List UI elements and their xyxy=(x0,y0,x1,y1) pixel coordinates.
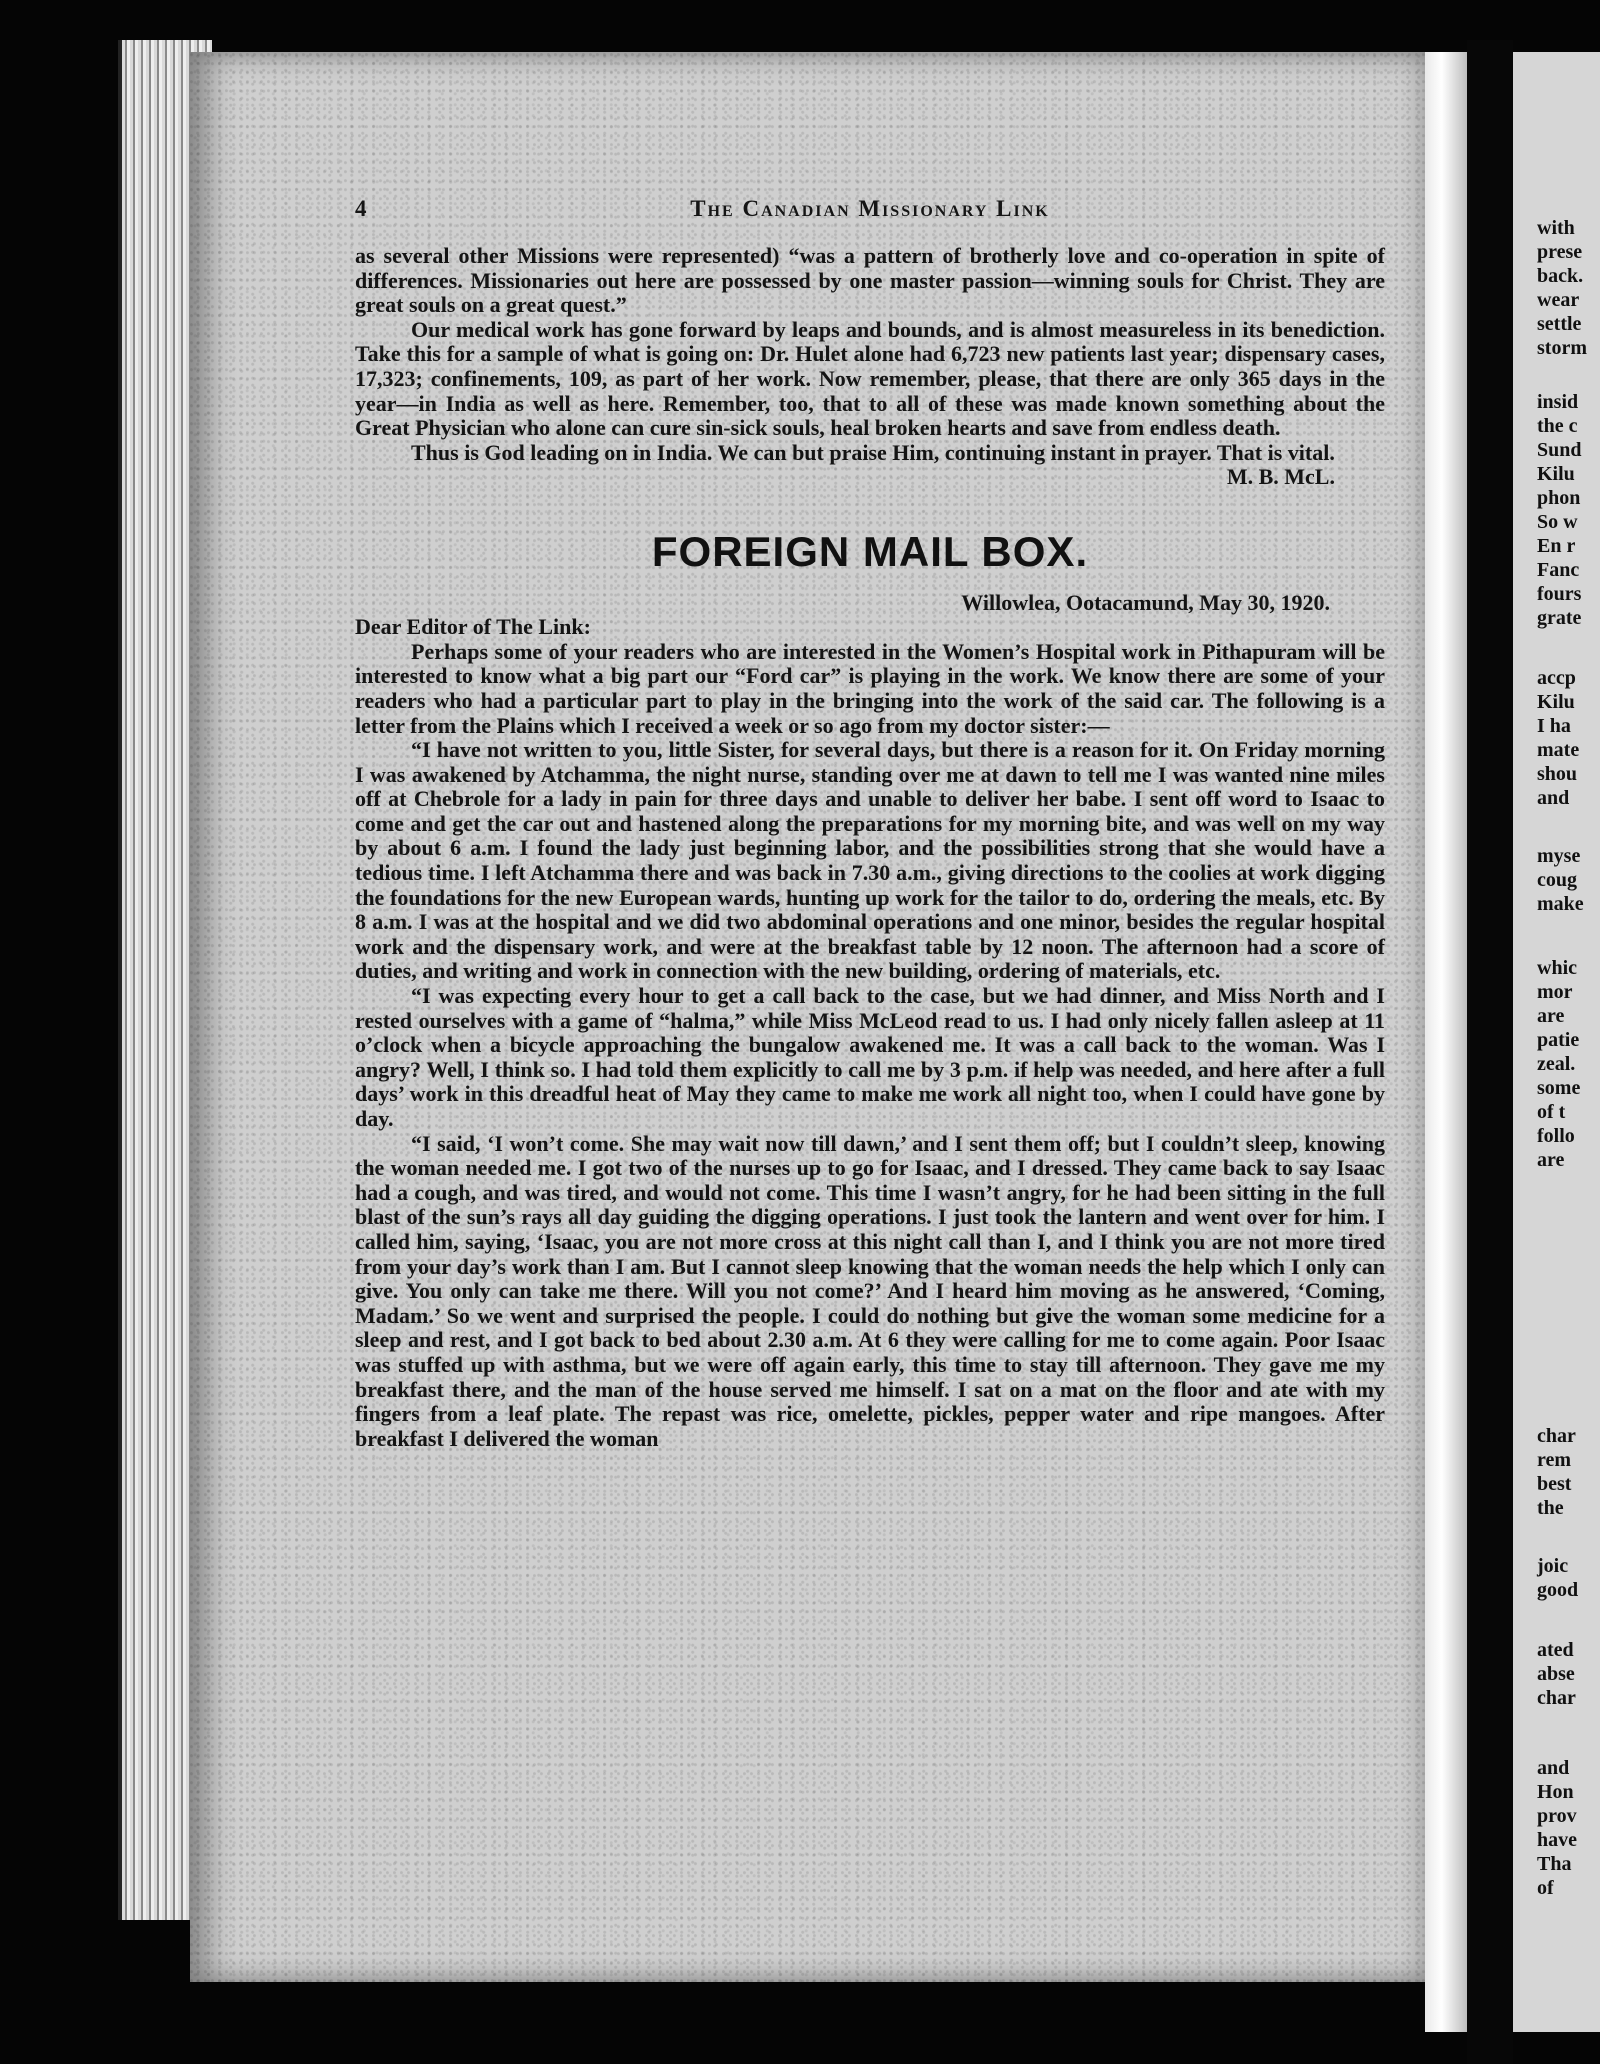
dateline: Willowlea, Ootacamund, May 30, 1920. xyxy=(961,589,1330,615)
adjacent-page-fragment: En r xyxy=(1537,535,1576,557)
adjacent-page-fragment: of t xyxy=(1537,1101,1566,1123)
adjacent-page-fragment: patie xyxy=(1537,1029,1580,1051)
adjacent-page-fragment: prov xyxy=(1537,1805,1577,1827)
adjacent-page-fragment: shou xyxy=(1537,763,1578,785)
journal-title: The Canadian Missionary Link xyxy=(690,196,1050,221)
adjacent-page-fragment: wear xyxy=(1537,289,1580,311)
adjacent-page-fragment: fours xyxy=(1537,583,1582,605)
adjacent-page-fragment: insid xyxy=(1537,391,1579,413)
adjacent-page-fragment: back. xyxy=(1537,265,1584,287)
adjacent-page-fragment: Hon xyxy=(1537,1781,1574,1803)
intro-paragraph: as several other Missions were represented) “was a pattern of brotherly love and co-operation in spite of differences. Missionaries out here are possessed by one master passion—winning souls for Christ. They are great souls on a great quest.” xyxy=(355,243,1385,318)
adjacent-page-fragment: Tha xyxy=(1537,1853,1572,1875)
page-body xyxy=(355,244,1385,1451)
letter-paragraph: “I have not written to you, little Sister, for several days, but there is a reason for it. On Friday morning I was awakened by Atchamma, the night nurse, standing over me at dawn to tell me I was wanted nine miles off at Chebrole for a lady in pain for three days and unable to deliver her babe. I sent off word to Isaac to come and get the car out and hastened along the preparations for my morning bite, and was well on my way by about 6 a.m. I found the lady just beginning labor, and the possibilities strong that she would have a tedious time. I left Atchamma there and was back in 7.30 a.m., giving directions to the coolies at work digging the foundations for the new European wards, hunting up work for the tailor to do, ordering the meals, etc. By 8 a.m. I was at the hospital and we did two abdominal operations and one minor, besides the regular hospital work and the dispensary work, and were at the breakfast table by 12 noon. The afternoon had a score of duties, and writing and work in connection with the new building, ordering of materials, etc. xyxy=(355,737,1385,984)
running-head xyxy=(355,196,1385,226)
adjacent-page-fragment: whic xyxy=(1537,957,1577,979)
letter-paragraph: “I said, ‘I won’t come. She may wait now till dawn,’ and I sent them off; but I couldn’t sleep, knowing the woman needed me. I got two of the nurses up to go for Isaac, and I dressed. They came back to say Isaac had a cough, and was tired, and would not come. This time I wasn’t angry, for he had been sitting in the full blast of the sun’s rays all day guiding the digging operations. I just took the lantern and went over for him. I called him, saying, ‘Isaac, you are not more cross at this night call than I, and I think you are not more tired from your day’s work than I am. But I cannot sleep knowing that the woman needs the help which I only can give. You only can take me there. Will you not come?’ And I heard him moving as he answered, ‘Coming, Madam.’ So we went and surprised the people. I could do nothing but give the woman some medicine for a sleep and rest, and I got back to bed about 2.30 a.m. At 6 they were calling for me to come again. Poor Isaac was stuffed up with asthma, but we were off again early, this time to stay till afternoon. They gave me my breakfast there, and the man of the house served me himself. I sat on a mat on the floor and ate with my fingers from a leaf plate. The repast was rice, omelette, pickles, pepper water and ripe mangoes. After breakfast I delivered the woman xyxy=(355,1130,1385,1451)
adjacent-page-fragment: char xyxy=(1537,1687,1576,1709)
letter-paragraph: “I was expecting every hour to get a call back to the case, but we had dinner, and Miss North and I rested ourselves with a game of “halma,” while Miss McLeod read to us. I had only nicely fallen asleep at 11 o’clock when a bicycle approaching the bungalow awakened me. It was a call back to the woman. Was I angry? Well, I think so. I had told them explicitly to call me by 3 p.m. if help was needed, and here after a full days’ work in this dreadful heat of May they came to make me work all night too, when I could have gone by day. xyxy=(355,983,1385,1131)
intro-paragraph: Thus is God leading on in India. We can but praise Him, continuing instant in prayer. That is vital. xyxy=(411,439,1335,465)
letter-paragraph: Perhaps some of your readers who are interested in the Women’s Hospital work in Pithapuram will be interested to know what a big part our “Ford car” is playing in the work. We know there are some of your readers who had a particular part to play in the bringing into the work of the said car. The following is a letter from the Plains which I received a week or so ago from my doctor sister:— xyxy=(355,638,1385,738)
adjacent-page-fragment: prese xyxy=(1537,241,1583,263)
adjacent-page-fragment: mate xyxy=(1537,739,1580,761)
adjacent-page-fragment: the c xyxy=(1537,415,1578,437)
adjacent-page-fragment: rem xyxy=(1537,1449,1572,1471)
adjacent-page-fragment: some xyxy=(1537,1077,1581,1099)
adjacent-page-fragment: mor xyxy=(1537,981,1573,1003)
adjacent-page-fragment: are xyxy=(1537,1005,1565,1027)
adjacent-page-fragment: follo xyxy=(1537,1125,1575,1147)
salutation: Dear Editor of The Link: xyxy=(355,614,591,640)
adjacent-page-fragment: the xyxy=(1537,1497,1564,1519)
adjacent-page-fragment: good xyxy=(1537,1579,1579,1601)
adjacent-page-fragment: joic xyxy=(1537,1555,1569,1577)
intro-paragraph: Our medical work has gone forward by leaps and bounds, and is almost measureless in its benediction. Take this for a sample of what is going on: Dr. Hulet alone had 6,723 new patients last year; dispensary cases, 17,323; confinements, 109, as part of her work. Now remember, please, that there are only 365 days in the year—in India as well as here. Remember, too, that to all of these was made known something about the Great Physician who alone can cure sin-sick souls, heal broken hearts and save from endless death. xyxy=(355,316,1385,441)
book-gutter xyxy=(1425,52,1467,2032)
adjacent-page-fragment: Sund xyxy=(1537,439,1582,461)
adjacent-page-fragment: Kilu xyxy=(1537,463,1575,485)
section-heading: FOREIGN MAIL BOX. xyxy=(651,527,1089,575)
signature: M. B. McL. xyxy=(1226,464,1335,490)
adjacent-page-fragment: and xyxy=(1537,787,1570,809)
adjacent-page-fragment: ated xyxy=(1537,1639,1574,1661)
adjacent-page-fragment: make xyxy=(1537,893,1584,915)
right-page-edge xyxy=(1513,52,1600,2032)
adjacent-page-fragment: storm xyxy=(1537,337,1587,359)
adjacent-page-fragment: I ha xyxy=(1537,715,1571,737)
adjacent-page-fragment: are xyxy=(1537,1149,1565,1171)
adjacent-page-fragment: settle xyxy=(1537,313,1582,335)
adjacent-page-fragment: accp xyxy=(1537,667,1576,689)
page-number: 4 xyxy=(355,196,367,221)
adjacent-page-fragment: myse xyxy=(1537,845,1581,867)
adjacent-page-fragment: have xyxy=(1537,1829,1577,1851)
adjacent-page-fragment: zeal. xyxy=(1537,1053,1576,1075)
adjacent-page-fragment: Fanc xyxy=(1537,559,1580,581)
adjacent-page-fragment: phon xyxy=(1537,487,1581,509)
adjacent-page-fragment: coug xyxy=(1537,869,1577,891)
adjacent-page-fragment: char xyxy=(1537,1425,1576,1447)
adjacent-page-fragment: abse xyxy=(1537,1663,1575,1685)
adjacent-page-fragment: grate xyxy=(1537,607,1582,629)
adjacent-page-fragment: and xyxy=(1537,1757,1570,1779)
adjacent-page-fragment: of xyxy=(1537,1877,1554,1899)
adjacent-page-fragment: Kilu xyxy=(1537,691,1575,713)
adjacent-page-fragment: So w xyxy=(1537,511,1578,533)
adjacent-page-fragment: with xyxy=(1537,217,1575,239)
adjacent-page-fragment: best xyxy=(1537,1473,1572,1495)
scan-shadow xyxy=(1467,40,1513,2064)
